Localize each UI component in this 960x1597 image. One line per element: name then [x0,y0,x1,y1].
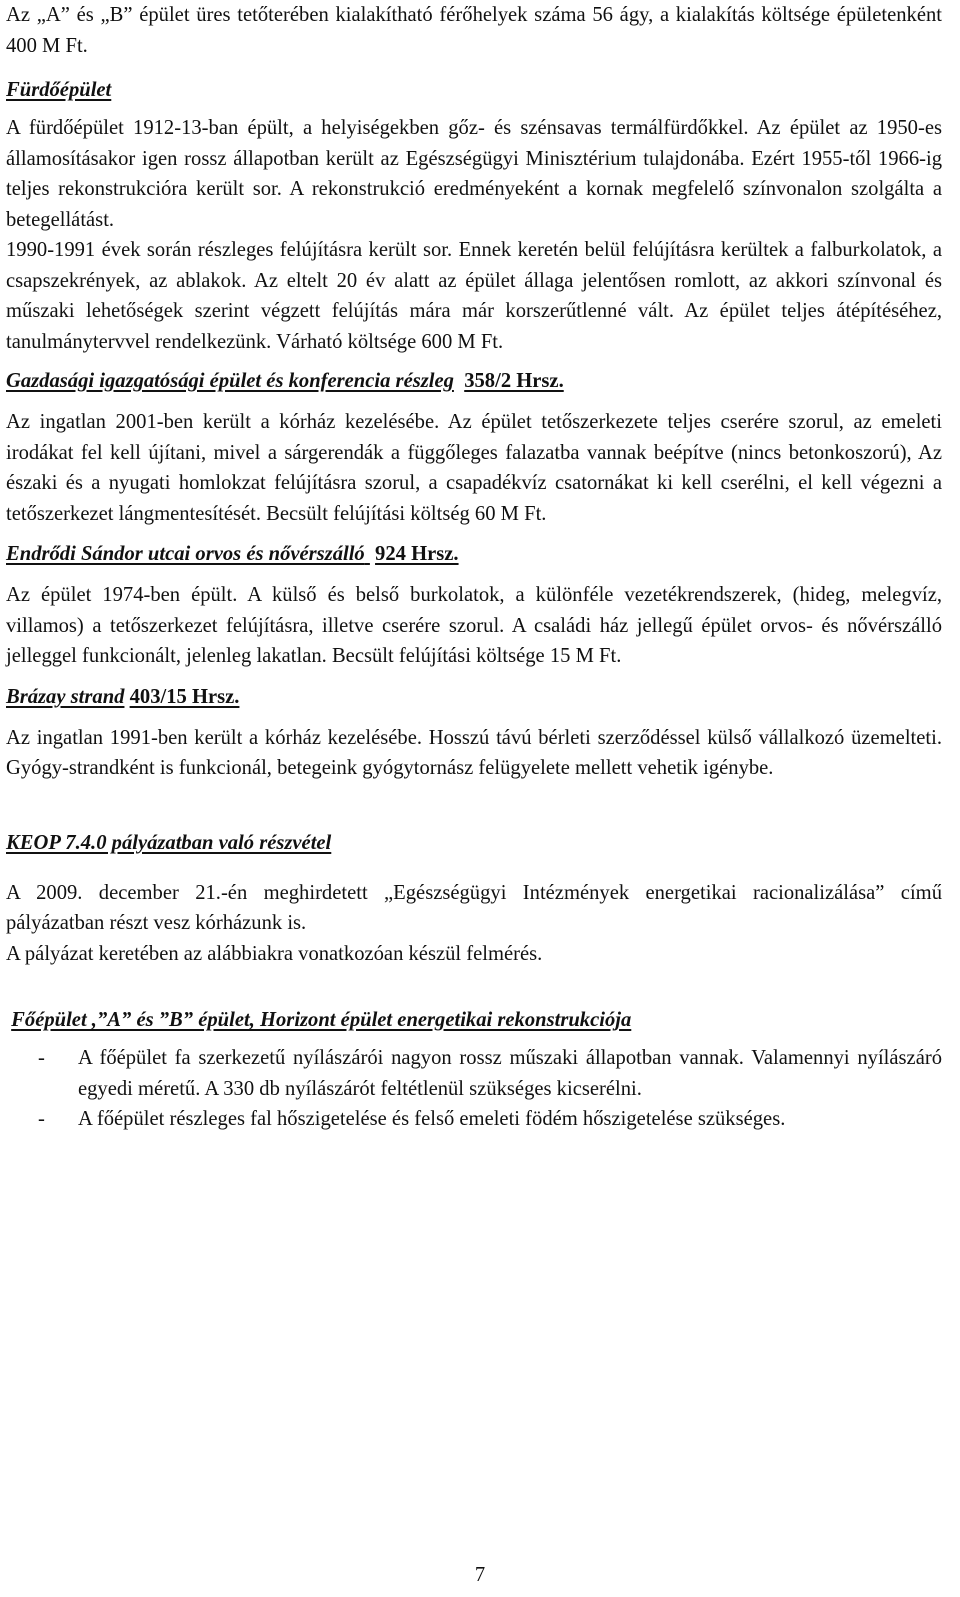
heading-hrsz: 924 Hrsz. [375,543,459,565]
list-item-text: A főépület fa szerkezetű nyílászárói nagyon rossz műszaki állapotban vannak. Valamennyi nyílászáró egyedi méretű. A 330 db nyílászárót feltétlenül szükséges kicserélni. [78,1047,942,1100]
heading-brazay [6,682,942,712]
paragraph-gazdasagi: Az ingatlan 2001-ben került a kórház kezelésébe. Az épület tetőszerkezete teljes cserére szorul, az emeleti irodákat fel kell újítani, mivel a sárgerendák a függőleges falazatba vannak beépítve (nincs betonkoszorú), Az északi és a nyugati homlokzat felújításra szorul, a csapadékvíz csatornákat ki kell cserélni, el kell végezni a tetőszerkezet lángmentesítését. Becsült felújítási költség 60 M Ft. [6,411,942,525]
paragraph-keop-2: A pályázat keretében az alábbiakra vonatkozóan készül felmérés. [6,942,543,965]
paragraph-keop-1: A 2009. december 21.-én meghirdetett „Egészségügyi Intézmények energetikai racionalizálása” című pályázatban részt vesz kórházunk is. [6,881,942,934]
document-page [6,0,942,1135]
heading-title: Brázay strand [6,685,125,708]
heading-hrsz: 403/15 Hrsz. [129,685,240,708]
paragraph-brazay: Az ingatlan 1991-ben került a kórház kezelésébe. Hosszú távú bérleti szerződéssel külső vállalkozó üzemelteti. Gyógy-strandként is funkcionál, betegeink gyógytornász felügyelete mellett vehetik igénybe. [6,726,942,779]
heading-title: Gazdasági igazgatósági épület és konferencia részleg [6,370,454,392]
heading-foepulet [6,1005,942,1035]
paragraph-furdoepulet-1: A fürdőépület 1912-13-ban épült, a helyiségekben gőz- és szénsavas termálfürdőkkel. Az épület az 1950-es államosításakor igen rossz állapotban került az Egészségügyi Minisztérium tulajdonába. Ezért 1955-től 1966-ig teljes rekonstrukcióra került sor. A rekonstrukció eredményeként a kornak megfelelő színvonalon szolgálta a betegellátást. [6,117,942,231]
intro-paragraph: Az „A” és „B” épület üres tetőterében kialakítható férőhelyek száma 56 ágy, a kialakítás költsége épületenként 400 M Ft. [6,4,942,57]
heading-keop [6,828,942,858]
heading-endrodi [6,539,942,569]
heading-title: Főépület ,”A” és ”B” épület, Horizont épület energetikai rekonstrukciója [11,1009,632,1031]
heading-title: KEOP 7.4.0 pályázatban való részvétel [6,831,332,854]
bullet-dash: - [38,1108,45,1130]
heading-title: Fürdőépület [6,79,112,101]
page-number: 7 [474,1564,486,1586]
heading-title: Endrődi Sándor utcai orvos és nővérszálló [6,543,365,565]
heading-hrsz: 358/2 Hrsz. [464,370,564,392]
bullet-list [6,1043,942,1135]
list-item [6,1043,942,1104]
bullet-dash: - [38,1047,45,1069]
list-item [6,1104,942,1135]
heading-gazdasagi [6,366,942,396]
heading-furdoepulet [6,75,942,105]
paragraph-endrodi: Az épület 1974-ben épült. A külső és belső burkolatok, a különféle vezetékrendszerek, (hideg, melegvíz, villamos) a tetőszerkezet felújításra, illetve cserére szorul. A családi ház jellegű épület orvos- és nővérszálló jelleggel funkcionált, jelenleg lakatlan. Becsült felújítási költsége 15 M Ft. [6,584,942,667]
paragraph-furdoepulet-2: 1990-1991 évek során részleges felújításra került sor. Ennek keretén belül felújításra kerültek a falburkolatok, a csapszekrények, az ablakok. Az eltelt 20 év alatt az épület állaga jelentősen romlott, az akkori színvonal és műszaki lehetőségek szerint végzett felújítás mára már korszerűtlenné vált. Az épület teljes átépítéséhez, tanulmánytervvel rendelkezünk. Várható költsége 600 M Ft. [6,239,942,353]
list-item-text: A főépület részleges fal hőszigetelése és felső emeleti födém hőszigetelése szükséges. [78,1108,786,1130]
